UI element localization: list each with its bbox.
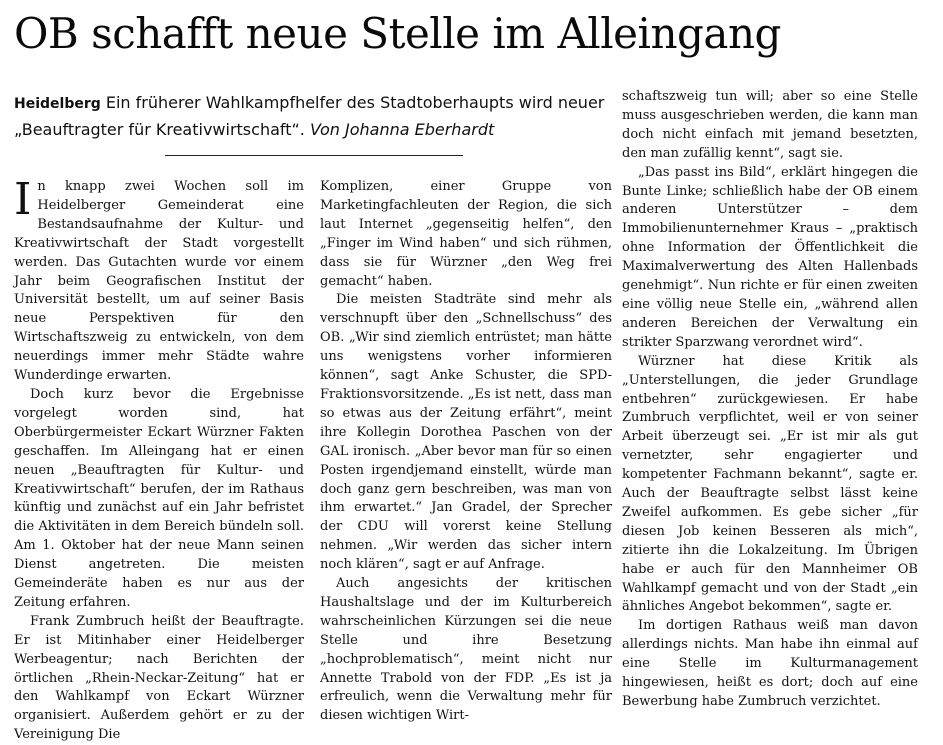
teaser-text: Ein früherer Wahlkampfhelfer des Stadtoberhaupts wird neuer „Beauftragter für Kreativwirtschaft“. [14, 93, 605, 139]
article-column-1 [14, 174, 304, 745]
teaser-divider [165, 155, 463, 156]
teaser-author: Von Johanna Eberhardt [309, 120, 495, 139]
drop-cap: I [14, 174, 32, 225]
article-paragraph: Auch angesichts der kritischen Haushaltslage und der im Kulturbereich wahrscheinlichen Kürzungen sei die neue Stelle und ihre Besetzung „hochproblematisch“, meint nicht nur Annette Trabold von der FDP. „Es ist ja erfreulich, wenn die Verwaltung mehr für diesen wichtigen Wirt- [320, 576, 612, 724]
article-paragraph: Doch kurz bevor die Ergebnisse vorgelegt worden sind, hat Oberbürgermeister Eckart Würzner Fakten geschaffen. Im Alleingang hat er einen neuen „Beauftragten für Kultur- und Kreativwirtschaft“ berufen, der im Rathaus künftig und zunächst auf ein Jahr befristet die Aktivitäten in dem Bereich bündeln soll. Am 1. Oktober hat der neue Mann seinen Dienst angetreten. Die meisten Gemeinderäte haben es nur aus der Zeitung erfahren. [14, 386, 304, 610]
teaser-location: Heidelberg [14, 96, 101, 112]
article-paragraph [14, 174, 304, 386]
article-paragraph: schaftszweig tun will; aber so eine Stelle muss ausgeschrieben werden, die kann man doch nicht einfach mit jemand besetzten, den man zufällig kennt“, sagt sie. [622, 89, 918, 161]
article-paragraph: Frank Zumbruch heißt der Beauftragte. Er ist Mitinhaber einer Heidelberger Werbeagentur; nach Berichten der örtlichen „Rhein-Neckar-Zeitung“ hat er den Wahlkampf von Eckart Würzner organisiert. Außerdem gehört er zu der Vereinigung Die [14, 613, 304, 743]
article-column-3 [622, 88, 918, 712]
article-paragraph: Im dortigen Rathaus weiß man davon allerdings nichts. Man habe ihn einmal auf eine Stelle im Kulturmanagement hingewiesen, heißt es dort; doch auf eine Bewerbung habe Zumbruch verzichtet. [622, 618, 918, 709]
article-column-2 [320, 178, 612, 726]
article-paragraph: Komplizen, einer Gruppe von Marketingfachleuten der Region, die sich laut Internet „gegenseitig helfen“, den „Finger im Wind haben“ und sich rühmen, dass sie für Würzner „den Weg frei gemacht“ haben. [320, 179, 612, 289]
article-headline: OB schafft neue Stelle im Alleingang [14, 9, 781, 58]
article-paragraph: Die meisten Stadträte sind mehr als verschnupft über den „Schnellschuss“ des OB. „Wir sind ziemlich entrüstet; man hätte uns wenigstens vorher informieren können“, sagt Anke Schuster, die SPD-Fraktionsvorsitzende. „Es ist nett, dass man so etwas aus der Zeitung erfährt“, meint ihre Kollegin Dorothea Paschen von der GAL ironisch. „Aber bevor man für so einen Posten irgendjemand einstellt, würde man doch ganz gern beschreiben, was man von ihm erwartet.“ Jan Gradel, der Sprecher der CDU will vorerst keine Stellung nehmen. „Wir werden das sicher intern noch klären“, sagt er auf Anfrage. [320, 292, 612, 573]
article-paragraph: „Das passt ins Bild“, erklärt hingegen die Bunte Linke; schließlich habe der OB einem anderen Unterstützer – dem Immobilienunternehmer Kraus – „praktisch ohne Information der Öffentlichkeit die Maximalverwertung des Alten Hallenbads genehmigt“. Nun richte er für einen zweiten eine völlig neue Stelle ein, „während allen anderen Bereichen der Verwaltung ein strikter Sparzwang verordnet wird“. [622, 164, 918, 350]
article-paragraph: Würzner hat diese Kritik als „Unterstellungen, die jeder Grundlage entbehren“ zurückgewiesen. Er habe Zumbruch verpflichtet, weil er von seiner Arbeit überzeugt sei. „Er ist mir als gut vernetzter, sehr engagierter und kompetenter Fachmann bekannt“, sagte er. Auch der Beauftragte selbst lässt keine Zweifel aufkommen. Es gebe sicher „für diesen Job keinen Besseren als mich“, zitierte ihn die Lokalzeitung. Im Übrigen habe er auch für den Mannheimer OB Wahlkampf gemacht und von der Stadt „ein ähnliches Angebot bekommen“, sagte er. [622, 353, 918, 615]
paragraph-text: n knapp zwei Wochen soll im Heidelberger Gemeinderat eine Bestandsaufnahme der Kultur- und Kreativwirtschaft der Stadt vorgestellt werden. Das Gutachten wurde vor einem Jahr beim Geografischen Institut der Universität bestellt, um auf seiner Basis neue Perspektiven für den Wirtschaftszweig zu entwickeln, von dem neuerdings immer mehr Städte wahre Wunderdinge erwarten. [14, 179, 304, 384]
article-teaser [14, 90, 614, 142]
